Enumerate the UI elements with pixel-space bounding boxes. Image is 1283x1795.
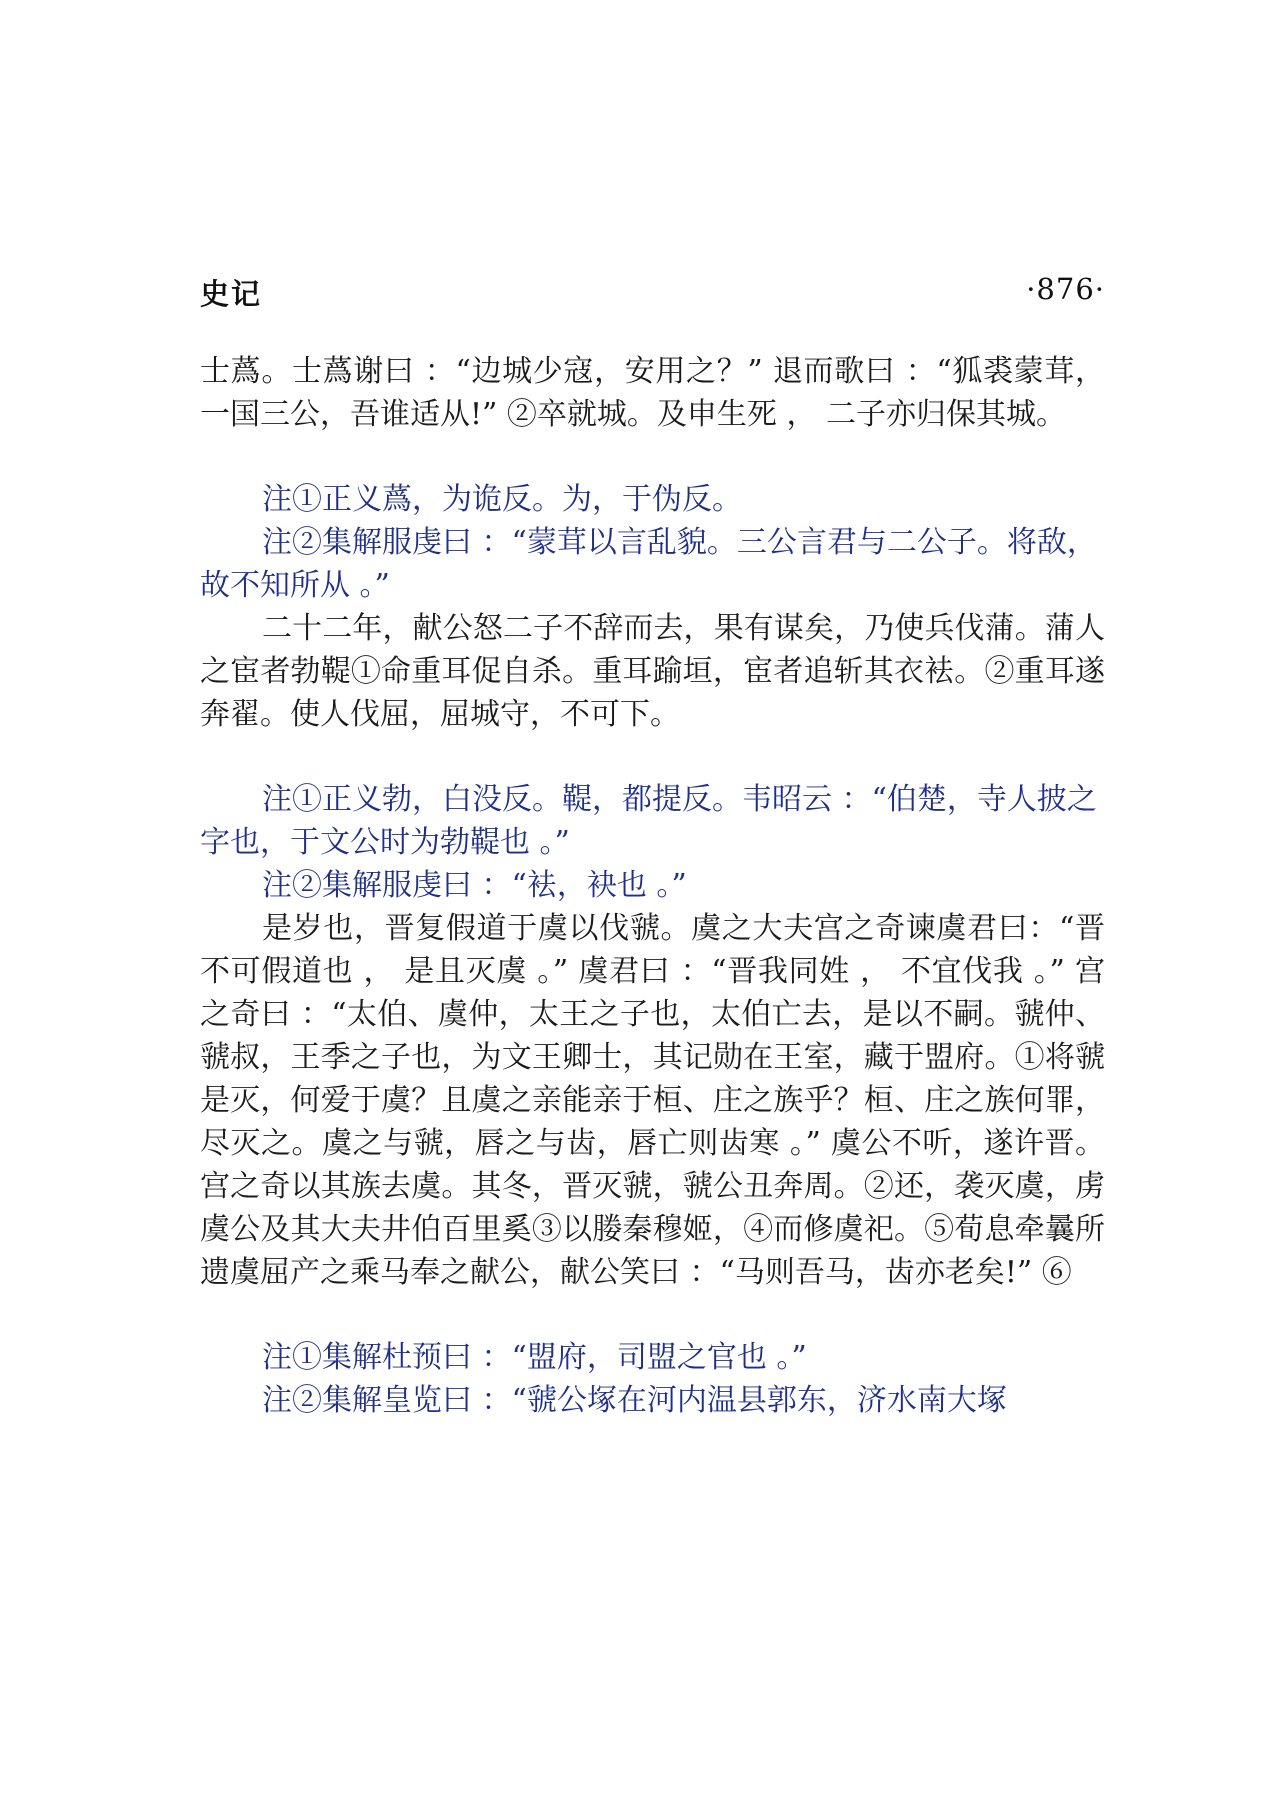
page-number: ·876· [1026,272,1105,306]
page-content [200,350,1105,1422]
paragraph-gap [200,1294,1105,1336]
paragraph-gap [200,736,1105,778]
main-paragraph: 士蔿。士蔿谢曰 ：“边城少寇，安用之？” 退而歌曰 ：“狐裘蒙茸，一国三公，吾谁适从!” ②卒就城。及申生死 ， 二子亦归保其城。 [200,354,1105,432]
annotation-note: 注①正义蔿，为诡反。为，于伪反。 [262,482,742,517]
page-header [200,264,1105,314]
book-page [200,264,1105,1422]
main-paragraph: 是岁也，晋复假道于虞以伐虢。虞之大夫宫之奇谏虞君曰：“晋不可假道也 ， 是且灭虞 。” 虞君曰 ：“晋我同姓 ， 不宜伐我 。” 宫之奇曰 ：“太伯、虞仲，太王之子也，太伯亡去，是以不嗣。虢仲、虢叔，王季之子也，为文王卿士，其记勋在王室，藏于盟府。①将虢是灭，何爱于虞？且虞之亲能亲于桓、庄之族乎？桓、庄之族何罪，尽灭之。虞之与虢，唇之与齿，唇亡则齿寒 。” 虞公不听，遂许晋。宫之奇以其族去虞。其冬，晋灭虢，虢公丑奔周。②还，袭灭虞，虏虞公及其大夫井伯百里奚③以媵秦穆姬，④而修虞祀。⑤荀息牵曩所遗虞屈产之乘马奉之献公，献公笑曰 ：“马则吾马，齿亦老矣!” ⑥ [200,911,1105,1290]
book-title: 史记 [200,277,263,311]
annotation-note: 注②集解皇览曰 ：“虢公塚在河内温县郭东，济水南大塚 [262,1383,1007,1418]
annotation-note: 注①正义勃，白没反。鞮，都提反。韦昭云 ：“伯楚，寺人披之字也，于文公时为勃鞮也 。” [200,782,1097,860]
annotation-note: 注②集解服虔曰 ：“袪，袂也 。” [262,868,687,903]
annotation-note: 注①集解杜预曰 ：“盟府，司盟之官也 。” [262,1340,807,1375]
annotation-note: 注②集解服虔曰 ：“蒙茸以言乱貌。三公言君与二公子。将敌，故不知所从 。” [200,525,1097,603]
paragraph-gap [200,436,1105,478]
main-paragraph: 二十二年，献公怒二子不辞而去，果有谋矣，乃使兵伐蒲。蒲人之宦者勃鞮①命重耳促自杀。重耳踰垣，宦者追斩其衣袪。②重耳遂奔翟。使人伐屈，屈城守，不可下。 [200,611,1105,732]
